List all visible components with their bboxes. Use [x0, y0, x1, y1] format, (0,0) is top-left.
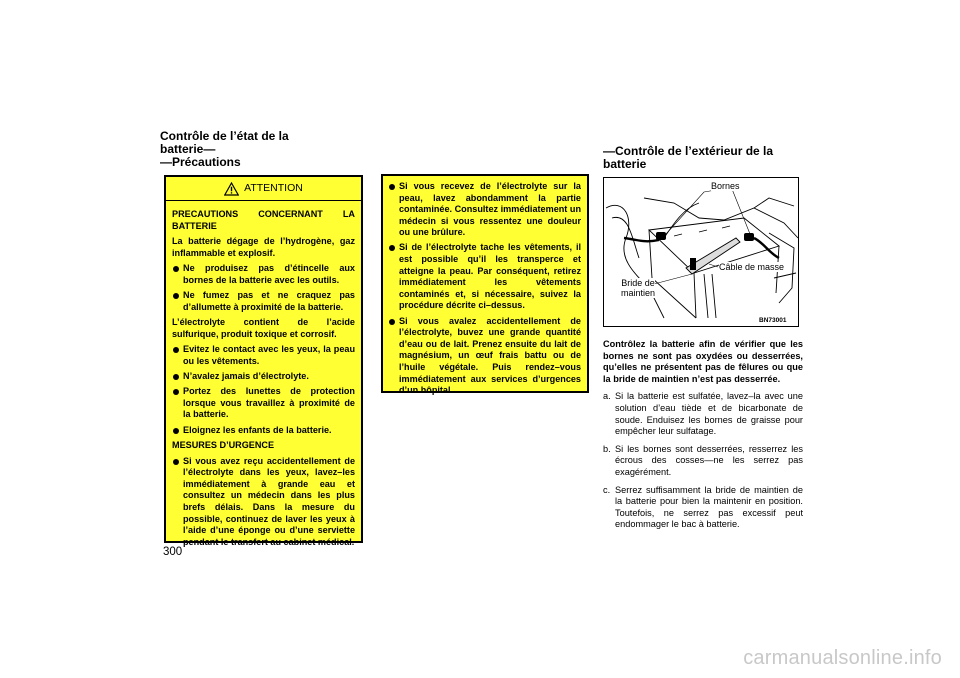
list-item: Si vous avez reçu accidentellement de l’électrolyte dans les yeux, lavez–les immédiatement à grande eau et consultez un médecin dans les plus brefs délais. Dans la mesure du possible, continuez de laver les yeux à l’aide d’une éponge ou d’une serviette pendant le transfert au cabinet médical.: [172, 456, 355, 549]
list-item: Si vous recevez de l’électrolyte sur la peau, lavez abondamment la partie contaminée. Consultez immédiatement un médecin si vous ressentez une douleur ou une brûlure.: [388, 181, 581, 239]
step-marker: b.: [603, 443, 611, 454]
battery-illustration: [603, 177, 799, 327]
attention-box-continued: [381, 174, 589, 396]
step-text: Si la batterie est sulfatée, lavez–la avec une solution d’eau tiède et de bicarbonate de soude. Enduisez les bornes de graisse pour empêcher leur sulfatage.: [615, 391, 803, 437]
attention-box: [164, 175, 363, 547]
label-cable: Câble de masse: [719, 262, 785, 272]
attention-list: [172, 344, 355, 436]
list-item: N’avalez jamais d’électrolyte.: [172, 371, 355, 383]
list-item: Eloignez les enfants de la batterie.: [172, 425, 355, 437]
steps-list: [603, 391, 803, 531]
step-item: [603, 391, 803, 437]
step-item: [603, 485, 803, 531]
section-heading-exterior: —Contrôle de l’extérieur de la batterie: [603, 144, 774, 171]
emergency-heading: MESURES D’URGENCE: [172, 440, 275, 451]
battery-drawing: [604, 178, 799, 327]
figure-code: BN73001: [759, 317, 787, 324]
watermark: carmanualsonline.info: [743, 647, 942, 669]
list-item: Si vous avalez accidentellement de l’électrolyte, buvez une grande quantité d’eau ou de lait. Prenez ensuite du lait de magnésium, un œuf frais battu ou de l’huile végétale. Puis rendez–vous immédiatement aux services d’urgences d’un hôpital.: [388, 316, 581, 397]
list-item: Ne fumez pas et ne craquez pas d’allumette à proximité de la batterie.: [172, 290, 355, 313]
label-bornes: Bornes: [711, 181, 740, 191]
exterior-check-text: [603, 339, 803, 537]
step-text: Serrez suffisamment la bride de maintien de la batterie pour bien la maintenir en position. Toutefois, ne serrez pas excessif peut endommager le bac à batterie.: [615, 484, 803, 530]
step-item: [603, 444, 803, 479]
label-bride: Bride de maintien: [621, 278, 656, 298]
attention-list: [388, 181, 581, 397]
list-item: Evitez le contact avec les yeux, la peau ou les vêtements.: [172, 344, 355, 367]
step-marker: c.: [603, 484, 611, 495]
list-item: Portez des lunettes de protection lorsque vous travaillez à proximité de la batterie.: [172, 386, 355, 421]
attention-list: [172, 456, 355, 549]
attention-header: [166, 177, 361, 201]
step-text: Si les bornes sont desserrées, resserrez les écrous des cosses—ne les serrez pas exagérément.: [615, 443, 803, 477]
attention-list: [172, 263, 355, 313]
attention-intro: PRECAUTIONS CONCERNANT LA BATTERIE: [172, 209, 355, 231]
attention-title: ATTENTION: [244, 181, 303, 194]
list-item: Ne produisez pas d’étincelle aux bornes de la batterie avec les outils.: [172, 263, 355, 286]
attention-paragraph: La batterie dégage de l’hydrogène, gaz inflammable et explosif.: [172, 236, 355, 258]
exterior-intro: Contrôlez la batterie afin de vérifier que les bornes ne sont pas oxydées ou desserrées, qu’elles ne présentent pas de fêlures ou que la bride de maintien n’est pas desserrée.: [603, 339, 803, 384]
page-number: 300: [163, 546, 183, 558]
warning-triangle-icon: [224, 182, 239, 196]
attention-paragraph: L’électrolyte contient de l’acide sulfurique, produit toxique et corrosif.: [172, 317, 355, 339]
section-heading-precautions: Contrôle de l’état de la batterie— —Précautions: [160, 129, 289, 169]
step-marker: a.: [603, 391, 611, 402]
list-item: Si de l’électrolyte tache les vêtements, il est possible qu’il les transperce et atteigne la peau. Par conséquent, retirez immédiatement les vêtements contaminés et, si nécessaire, suivez la procédure décrite ci–dessus.: [388, 242, 581, 312]
